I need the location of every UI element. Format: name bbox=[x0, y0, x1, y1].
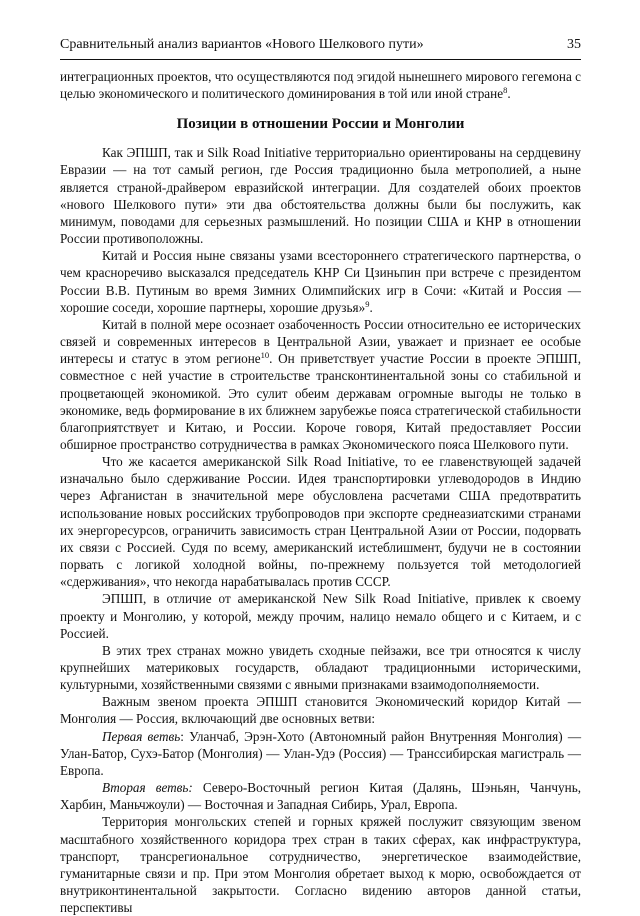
paragraph-1: Как ЭПШП, так и Silk Road Initiative территориально ориентированы на сердцевину Евразии — на тот самый регион, где Россия традиционно была метрополией, а ныне является страной-драйвером евразийской интеграции. Для создателей обоих проектов «нового Шелкового пути» эти два обстоятельства должны были бы послужить, как минимум, поводами для серьезных размышлений. Но позиции США и КНР в отношении России противоположны. bbox=[60, 145, 581, 247]
running-header bbox=[60, 36, 581, 60]
paragraph-6: В этих трех странах можно увидеть сходные пейзажи, все три относятся к числу крупнейших материковых государств, обладают традиционными историческими, культурными, хозяйственными связями с явными признаками взаимодополняемости. bbox=[60, 642, 581, 693]
paragraph-4: Что же касается американской Silk Road Initiative, то ее главенствующей задачей изначально было сдерживание России. Идея транспортировки углеводородов в Индию через Афганистан в значительной мере обусловлена расчетами США предотвратить использование новых российских трубопроводов при экспорте среднеазиатскими странами их энергоресурсов, ограничить зависимость стран Центральной Азии от России, подорвать их связи с Россией. Судя по всему, американский истеблишмент, будучи не в состоянии порвать с логикой холодной войны, по-прежнему пользуется той методологией «сдерживания», что некогда нарабатывалась против СССР. bbox=[60, 454, 581, 590]
paragraph-2: Китай и Россия ныне связаны узами всестороннего стратегического партнерства, о чем красноречиво высказался председатель КНР Си Цзиньпин при встрече с президентом России В.В. Путиным во время Зимних Олимпийских игр в Сочи: «Китай и Россия — хорошие соседи, хорошие партнеры, хорошие друзья»$^9$. bbox=[60, 248, 581, 315]
running-title: Сравнительный анализ вариантов «Нового Шелкового пути» bbox=[60, 37, 424, 52]
body-text bbox=[60, 68, 581, 916]
intro-paragraph: интеграционных проектов, что осуществляются под эгидой нынешнего мирового гегемона с целью экономического и политического доминирования в той или иной стране$^8$. bbox=[60, 69, 581, 102]
paragraph-5: ЭПШП, в отличие от американской New Silk Road Initiative, привлек к своему проекту и Монголию, у которой, между прочим, налицо немало общего и с Китаем, и с Россией. bbox=[60, 591, 581, 641]
branch-2-paragraph: Вторая ветвь: Северо-Восточный регион Китая (Далянь, Шэньян, Чанчунь, Харбин, Маньчжоули) — Восточная и Западная Сибирь, Урал, Европа. bbox=[60, 780, 582, 813]
footnote-ref-9: 9 bbox=[365, 298, 370, 309]
page bbox=[60, 36, 581, 916]
paragraph-7: Важным звеном проекта ЭПШП становится Экономический коридор Китай — Монголия — Россия, включающий две основных ветви: bbox=[60, 694, 581, 727]
branch-2-label: Вторая ветвь: bbox=[102, 780, 193, 796]
section-title: Позиции в отношении России и Монголии bbox=[176, 116, 465, 133]
paragraph-3: Китай в полной мере осознает озабоченность России относительно ее исторических связей и современных интересов в Центральной Азии, уважает и признает ее особые интересы и статус в этом регионе$^{10}$. Он приветствует участие России в проекте ЭПШП, совместное с ней участие в строительстве трансконтинентальной зоны со стабильной и процветающей экономикой. Это сулит обеим державам огромные выгоды не только в экономике, ведь формирование в их ближнем зарубежье пояса стратегической стабильности благоприятствует и Китаю, и России. Короче говоря, Китай предоставляет России обширное пространство сотрудничества в рамках Экономического пояса Шелкового пути. bbox=[60, 316, 581, 452]
branch-1-label: Первая ветвь bbox=[102, 728, 181, 744]
page-number: 35 bbox=[567, 37, 581, 52]
footnote-ref-8: 8 bbox=[503, 85, 508, 96]
footnote-ref-10: 10 bbox=[260, 350, 270, 361]
paragraph-8: Территория монгольских степей и горных кряжей послужит связующим звеном масштабного хозяйственного коридора трех стран в таких сферах, как инфраструктура, транспорт, трансрегиональное сотрудничество, энергетическое взаимодействие, гуманитарные связи и пр. При этом Монголия обретает выход к морю, освобождается от внутриконтинентальной закрытости. Согласно видению авторов данной статьи, перспективы bbox=[60, 814, 581, 916]
branch-1-paragraph: Первая ветвь: Уланчаб, Эрэн-Хото (Автономный район Внутренняя Монголия) — Улан-Батор, Сухэ-Батор (Монголия) — Улан-Удэ (Россия) — Транссибирская магистраль — Европа. bbox=[60, 728, 582, 778]
